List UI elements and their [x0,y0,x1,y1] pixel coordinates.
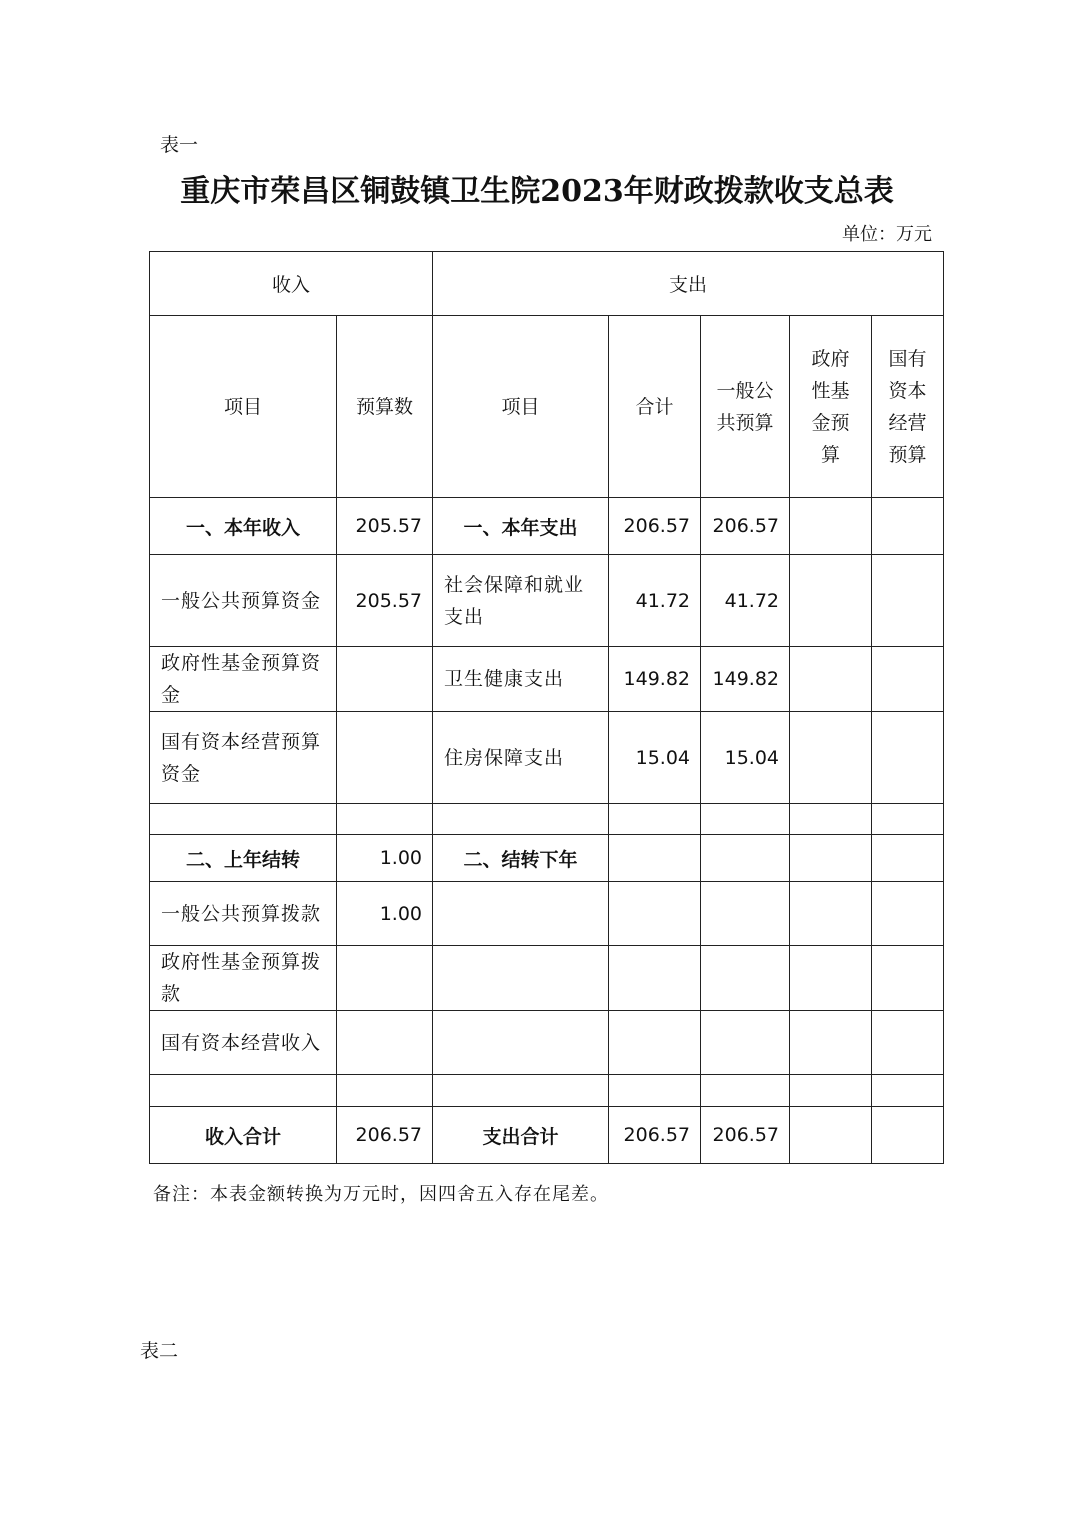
table-row [150,498,944,555]
state-capital-value [872,804,944,835]
table-row [150,1107,944,1164]
income-budget [337,804,433,835]
gov-fund-value [790,1011,872,1075]
expense-item: 支出合计 [433,1107,609,1164]
general-public-value [701,882,790,946]
income-item: 一般公共预算拨款 [150,882,337,946]
expense-item [433,946,609,1011]
general-public-value: 206.57 [701,1107,790,1164]
gov-fund-header: 政府 性基 金预 算 [790,316,872,498]
general-public-header: 一般公 共预算 [701,316,790,498]
income-item-header: 项目 [150,316,337,498]
total-value [609,835,701,882]
income-item: 国有资本经营收入 [150,1011,337,1075]
income-item: 国有资本经营预算资金 [150,712,337,804]
gov-fund-value [790,835,872,882]
expense-header: 支出 [433,252,944,316]
income-item: 收入合计 [150,1107,337,1164]
gov-fund-value [790,555,872,647]
expense-item [433,1075,609,1107]
expense-item: 住房保障支出 [433,712,609,804]
table-row [150,712,944,804]
income-budget: 205.57 [337,498,433,555]
state-capital-value [872,498,944,555]
table-row [150,882,944,946]
total-value [609,882,701,946]
total-value: 41.72 [609,555,701,647]
state-capital-value [872,647,944,712]
income-budget [337,946,433,1011]
table-row [150,555,944,647]
income-item [150,1075,337,1107]
gov-fund-value [790,946,872,1011]
expense-item: 社会保障和就业支出 [433,555,609,647]
general-public-value: 41.72 [701,555,790,647]
budget-table [149,251,944,1164]
total-value: 15.04 [609,712,701,804]
state-capital-value [872,1075,944,1107]
expense-item [433,1011,609,1075]
total-value [609,804,701,835]
expense-item-header: 项目 [433,316,609,498]
table-row [150,1075,944,1107]
income-budget: 206.57 [337,1107,433,1164]
general-public-value [701,1075,790,1107]
general-public-value: 149.82 [701,647,790,712]
page-title: 重庆市荣昌区铜鼓镇卫生院2023年财政拨款收支总表 [180,174,894,209]
gov-fund-value [790,498,872,555]
gov-fund-value [790,647,872,712]
gov-fund-value [790,1075,872,1107]
income-item: 政府性基金预算资金 [150,647,337,712]
state-capital-value [872,946,944,1011]
table-header-row [150,252,944,316]
expense-item: 卫生健康支出 [433,647,609,712]
income-item: 一般公共预算资金 [150,555,337,647]
income-budget [337,647,433,712]
total-value: 149.82 [609,647,701,712]
income-budget: 1.00 [337,882,433,946]
state-capital-value [872,555,944,647]
unit-label: 单位：万元 [842,224,932,245]
income-item: 政府性基金预算拨款 [150,946,337,1011]
state-capital-header: 国有 资本 经营 预算 [872,316,944,498]
table-row [150,804,944,835]
gov-fund-value [790,1107,872,1164]
state-capital-value [872,882,944,946]
table-label: 表一 [160,134,199,156]
income-item: 一、本年收入 [150,498,337,555]
table-row [150,647,944,712]
general-public-value: 15.04 [701,712,790,804]
income-budget [337,712,433,804]
table-row [150,835,944,882]
total-value: 206.57 [609,498,701,555]
income-budget [337,1075,433,1107]
expense-item: 二、结转下年 [433,835,609,882]
next-table-label: 表二 [140,1340,179,1362]
state-capital-value [872,712,944,804]
general-public-value [701,946,790,1011]
total-value: 206.57 [609,1107,701,1164]
state-capital-value [872,1011,944,1075]
income-budget [337,1011,433,1075]
general-public-value [701,835,790,882]
expense-item [433,882,609,946]
state-capital-value [872,1107,944,1164]
income-budget: 205.57 [337,555,433,647]
table-row [150,1011,944,1075]
total-value [609,1011,701,1075]
column-header-row [150,316,944,498]
income-item [150,804,337,835]
total-value [609,1075,701,1107]
gov-fund-value [790,882,872,946]
income-item: 二、上年结转 [150,835,337,882]
table-row [150,946,944,1011]
state-capital-value [872,835,944,882]
expense-item: 一、本年支出 [433,498,609,555]
general-public-value: 206.57 [701,498,790,555]
income-budget-header: 预算数 [337,316,433,498]
gov-fund-value [790,712,872,804]
expense-item [433,804,609,835]
total-header: 合计 [609,316,701,498]
income-header: 收入 [150,252,433,316]
gov-fund-value [790,804,872,835]
total-value [609,946,701,1011]
income-budget: 1.00 [337,835,433,882]
footnote: 备注：本表金额转换为万元时，因四舍五入存在尾差。 [153,1184,609,1205]
general-public-value [701,804,790,835]
general-public-value [701,1011,790,1075]
